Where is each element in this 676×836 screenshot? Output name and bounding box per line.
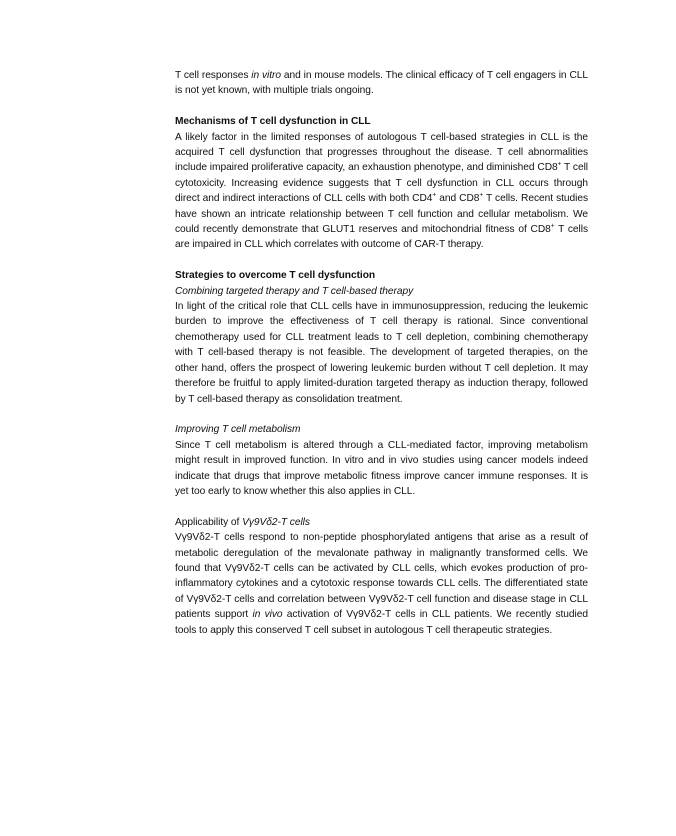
combining-paragraph: In light of the critical role that CLL cells have in immunosuppression, reducing the leukemic burden to improve the effectiveness of T cell therapy is rational. Since conventional chemotherapy used for CLL treatment leads to T cell depletion, combining chemotherapy with T cell-based therapy is not feasible. The development of targeted therapies, on the other hand, offers the prospect of lowering leukemic burden without T cell depletion. It may therefore be fruitful to apply limited-duration targeted therapy as induction therapy, followed by T cell-based therapy as consolidation treatment.: [175, 301, 588, 405]
dysfunction-paragraph: [175, 130, 588, 253]
text-run: Vγ9Vδ2-T cells respond to non-peptide phosphorylated antigens that arise as a result of metabolic deregulation of the mevalonate pathway in malignantly transformed cells. We found that Vγ9Vδ2-T cells can be activated by CLL cells, which evokes production of pro-inflammatory cytokines and a cytotoxic response towards CLL cells. The differentiated state of Vγ9Vδ2-T cells and correlation between Vγ9Vδ2-T cell function and disease stage in CLL patients support: [175, 532, 588, 621]
text-run: and in mouse models. The clinical efficacy of T cell engagers in CLL is not yet known, with multiple trials ongoing.: [175, 70, 588, 97]
document-body: [175, 68, 588, 638]
italic-run: in vitro: [251, 70, 282, 81]
paragraph-gap: [175, 253, 588, 268]
superscript: +: [550, 222, 555, 230]
text-run: T cell responses: [175, 70, 252, 81]
text-run: T cells are impaired in CLL which correlates with outcome of CAR-T therapy.: [175, 224, 589, 251]
paragraph-gap: [175, 407, 588, 422]
subheading-applicability: [175, 515, 588, 530]
superscript: +: [557, 161, 562, 169]
paragraph-gap: [175, 99, 588, 114]
superscript: +: [479, 191, 484, 199]
text-run: Applicability of: [175, 516, 243, 528]
text-run: A likely factor in the limited responses of autologous T cell-based strategies in CLL is the acquired T cell dysfunction that progresses throughout the disease. T cell abnormalities include impaired proliferative capacity, an exhaustion phenotype, and diminished CD8: [175, 131, 588, 174]
text-run: activation of Vγ9Vδ2-T cells in CLL patients. We recently studied tools to apply this conserved T cell subset in autologous T cell therapeutic strategies.: [175, 609, 588, 636]
text-run: and CD8: [436, 193, 480, 205]
superscript: +: [432, 191, 437, 199]
text-run: T cell cytotoxicity. Increasing evidence suggests that T cell dysfunction in CLL occurs through direct and indirect interactions of CLL cells with both CD4: [175, 162, 588, 205]
italic-run: in vivo: [252, 609, 283, 621]
metabolism-paragraph: Since T cell metabolism is altered through a CLL-mediated factor, improving metabolism might result in improved function. In vitro and in vivo studies using cancer models indeed indicate that drugs that improve metabolic fitness improve cancer immune responses. It is yet too early to know whether this also applies in CLL.: [175, 439, 588, 497]
subheading-combining: Combining targeted therapy and T cell-based therapy: [175, 285, 414, 297]
intro-paragraph: [175, 68, 588, 99]
applicability-paragraph: [175, 530, 588, 638]
paragraph-gap: [175, 499, 588, 514]
text-run: T cells. Recent studies have shown an intricate relationship between T cell function and cellular metabolism. We could recently demonstrate that GLUT1 reserves and mitochondrial fitness of CD8: [175, 193, 588, 236]
italic-run: Vγ9Vδ2-T cells: [242, 516, 310, 528]
subheading-metabolism: Improving T cell metabolism: [175, 424, 301, 436]
section-heading-strategies: Strategies to overcome T cell dysfunction: [175, 270, 376, 282]
section-heading-dysfunction: Mechanisms of T cell dysfunction in CLL: [175, 116, 371, 128]
